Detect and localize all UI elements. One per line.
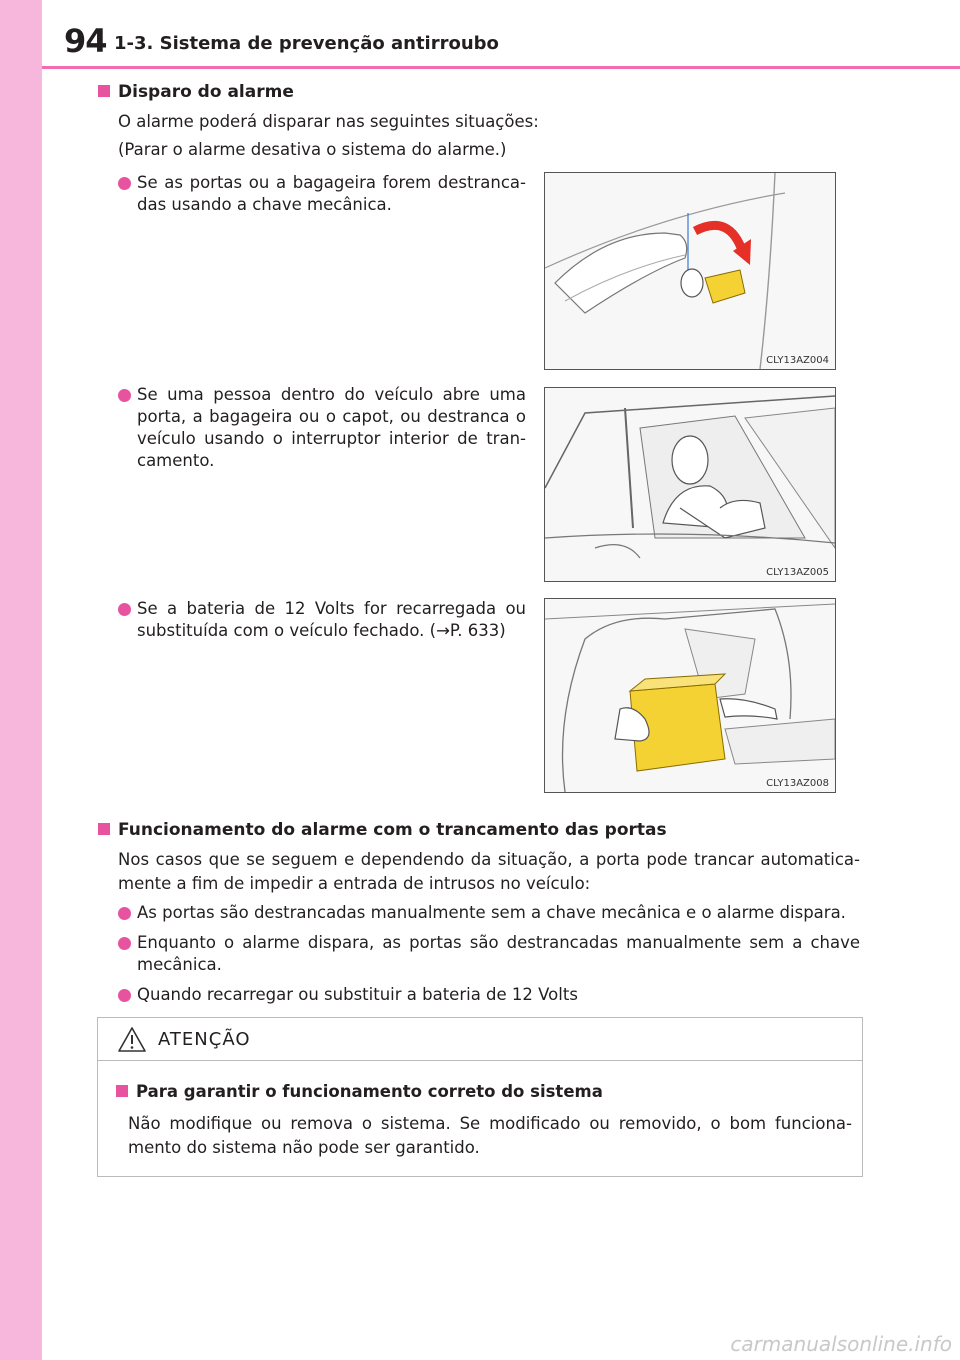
list-item bbox=[118, 984, 860, 1006]
list-item bbox=[118, 932, 860, 976]
list-item bbox=[118, 598, 526, 642]
square-bullet-icon bbox=[98, 823, 110, 835]
warning-title: ATENÇÃO bbox=[158, 1029, 251, 1050]
running-header: 1-3. Sistema de prevenção antirroubo bbox=[114, 33, 499, 54]
figure-code: CLY13AZ005 bbox=[766, 567, 829, 578]
list-item bbox=[118, 384, 526, 472]
list-item-text: Quando recarregar ou substituir a bateria de 12 Volts bbox=[137, 985, 578, 1004]
warning-subheading-text: Para garantir o funcionamento correto do sistema bbox=[136, 1082, 603, 1101]
figure-battery bbox=[544, 598, 836, 793]
dot-bullet-icon bbox=[118, 177, 131, 190]
warning-header bbox=[98, 1018, 862, 1061]
list-item bbox=[118, 172, 526, 216]
section-heading-text: Disparo do alarme bbox=[118, 82, 294, 102]
dot-bullet-icon bbox=[118, 603, 131, 616]
warning-box bbox=[97, 1017, 863, 1177]
header-rule bbox=[42, 66, 960, 69]
section-heading-alarm bbox=[98, 82, 294, 102]
section-heading-text: Funcionamento do alarme com o trancamento das portas bbox=[118, 820, 667, 840]
figure-code: CLY13AZ004 bbox=[766, 355, 829, 366]
list-item bbox=[118, 902, 860, 924]
dot-bullet-icon bbox=[118, 907, 131, 920]
figure-code: CLY13AZ008 bbox=[766, 778, 829, 789]
square-bullet-icon bbox=[116, 1085, 128, 1097]
warning-triangle-icon bbox=[118, 1027, 146, 1052]
warning-text: Não modifique ou remova o sistema. Se modificado ou removido, o bom funciona-mento do sistema não pode ser garantido. bbox=[128, 1114, 852, 1157]
list-item-text: As portas são destrancadas manualmente sem a chave mecânica e o alarme dispara. bbox=[137, 903, 846, 922]
dot-bullet-icon bbox=[118, 989, 131, 1002]
watermark: carmanualsonline.info bbox=[730, 1332, 952, 1356]
intro-note: (Parar o alarme desativa o sistema do alarme.) bbox=[118, 140, 507, 159]
page-number: 94 bbox=[64, 22, 107, 60]
list-item-text: Se as portas ou a bagageira forem destranca-das usando a chave mecânica. bbox=[137, 173, 526, 214]
warning-subheading bbox=[116, 1082, 603, 1101]
square-bullet-icon bbox=[98, 85, 110, 97]
vehicle-interior-illustration bbox=[545, 388, 835, 581]
door-handle-illustration bbox=[545, 173, 835, 369]
side-color-band bbox=[0, 0, 42, 1360]
dot-bullet-icon bbox=[118, 389, 131, 402]
dot-bullet-icon bbox=[118, 937, 131, 950]
figure-door-key bbox=[544, 172, 836, 370]
section-intro: Nos casos que se seguem e dependendo da situação, a porta pode trancar automatica-mente a fim de impedir a entrada de intrusos no veículo: bbox=[118, 850, 860, 893]
intro-paragraph: O alarme poderá disparar nas seguintes situações: bbox=[118, 112, 539, 131]
section-heading-door-locking bbox=[98, 820, 667, 840]
list-item-text: Se uma pessoa dentro do veículo abre uma porta, a bagageira ou o capot, ou destranca o veículo usando o interruptor interior de tran-camento. bbox=[137, 385, 526, 470]
battery-illustration bbox=[545, 599, 835, 792]
list-item-text: Se a bateria de 12 Volts for recarregada ou substituída com o veículo fechado. (→P. 633) bbox=[137, 599, 526, 640]
figure-person-inside bbox=[544, 387, 836, 582]
list-item-text: Enquanto o alarme dispara, as portas são destrancadas manualmente sem a chave mecânica. bbox=[137, 933, 860, 974]
